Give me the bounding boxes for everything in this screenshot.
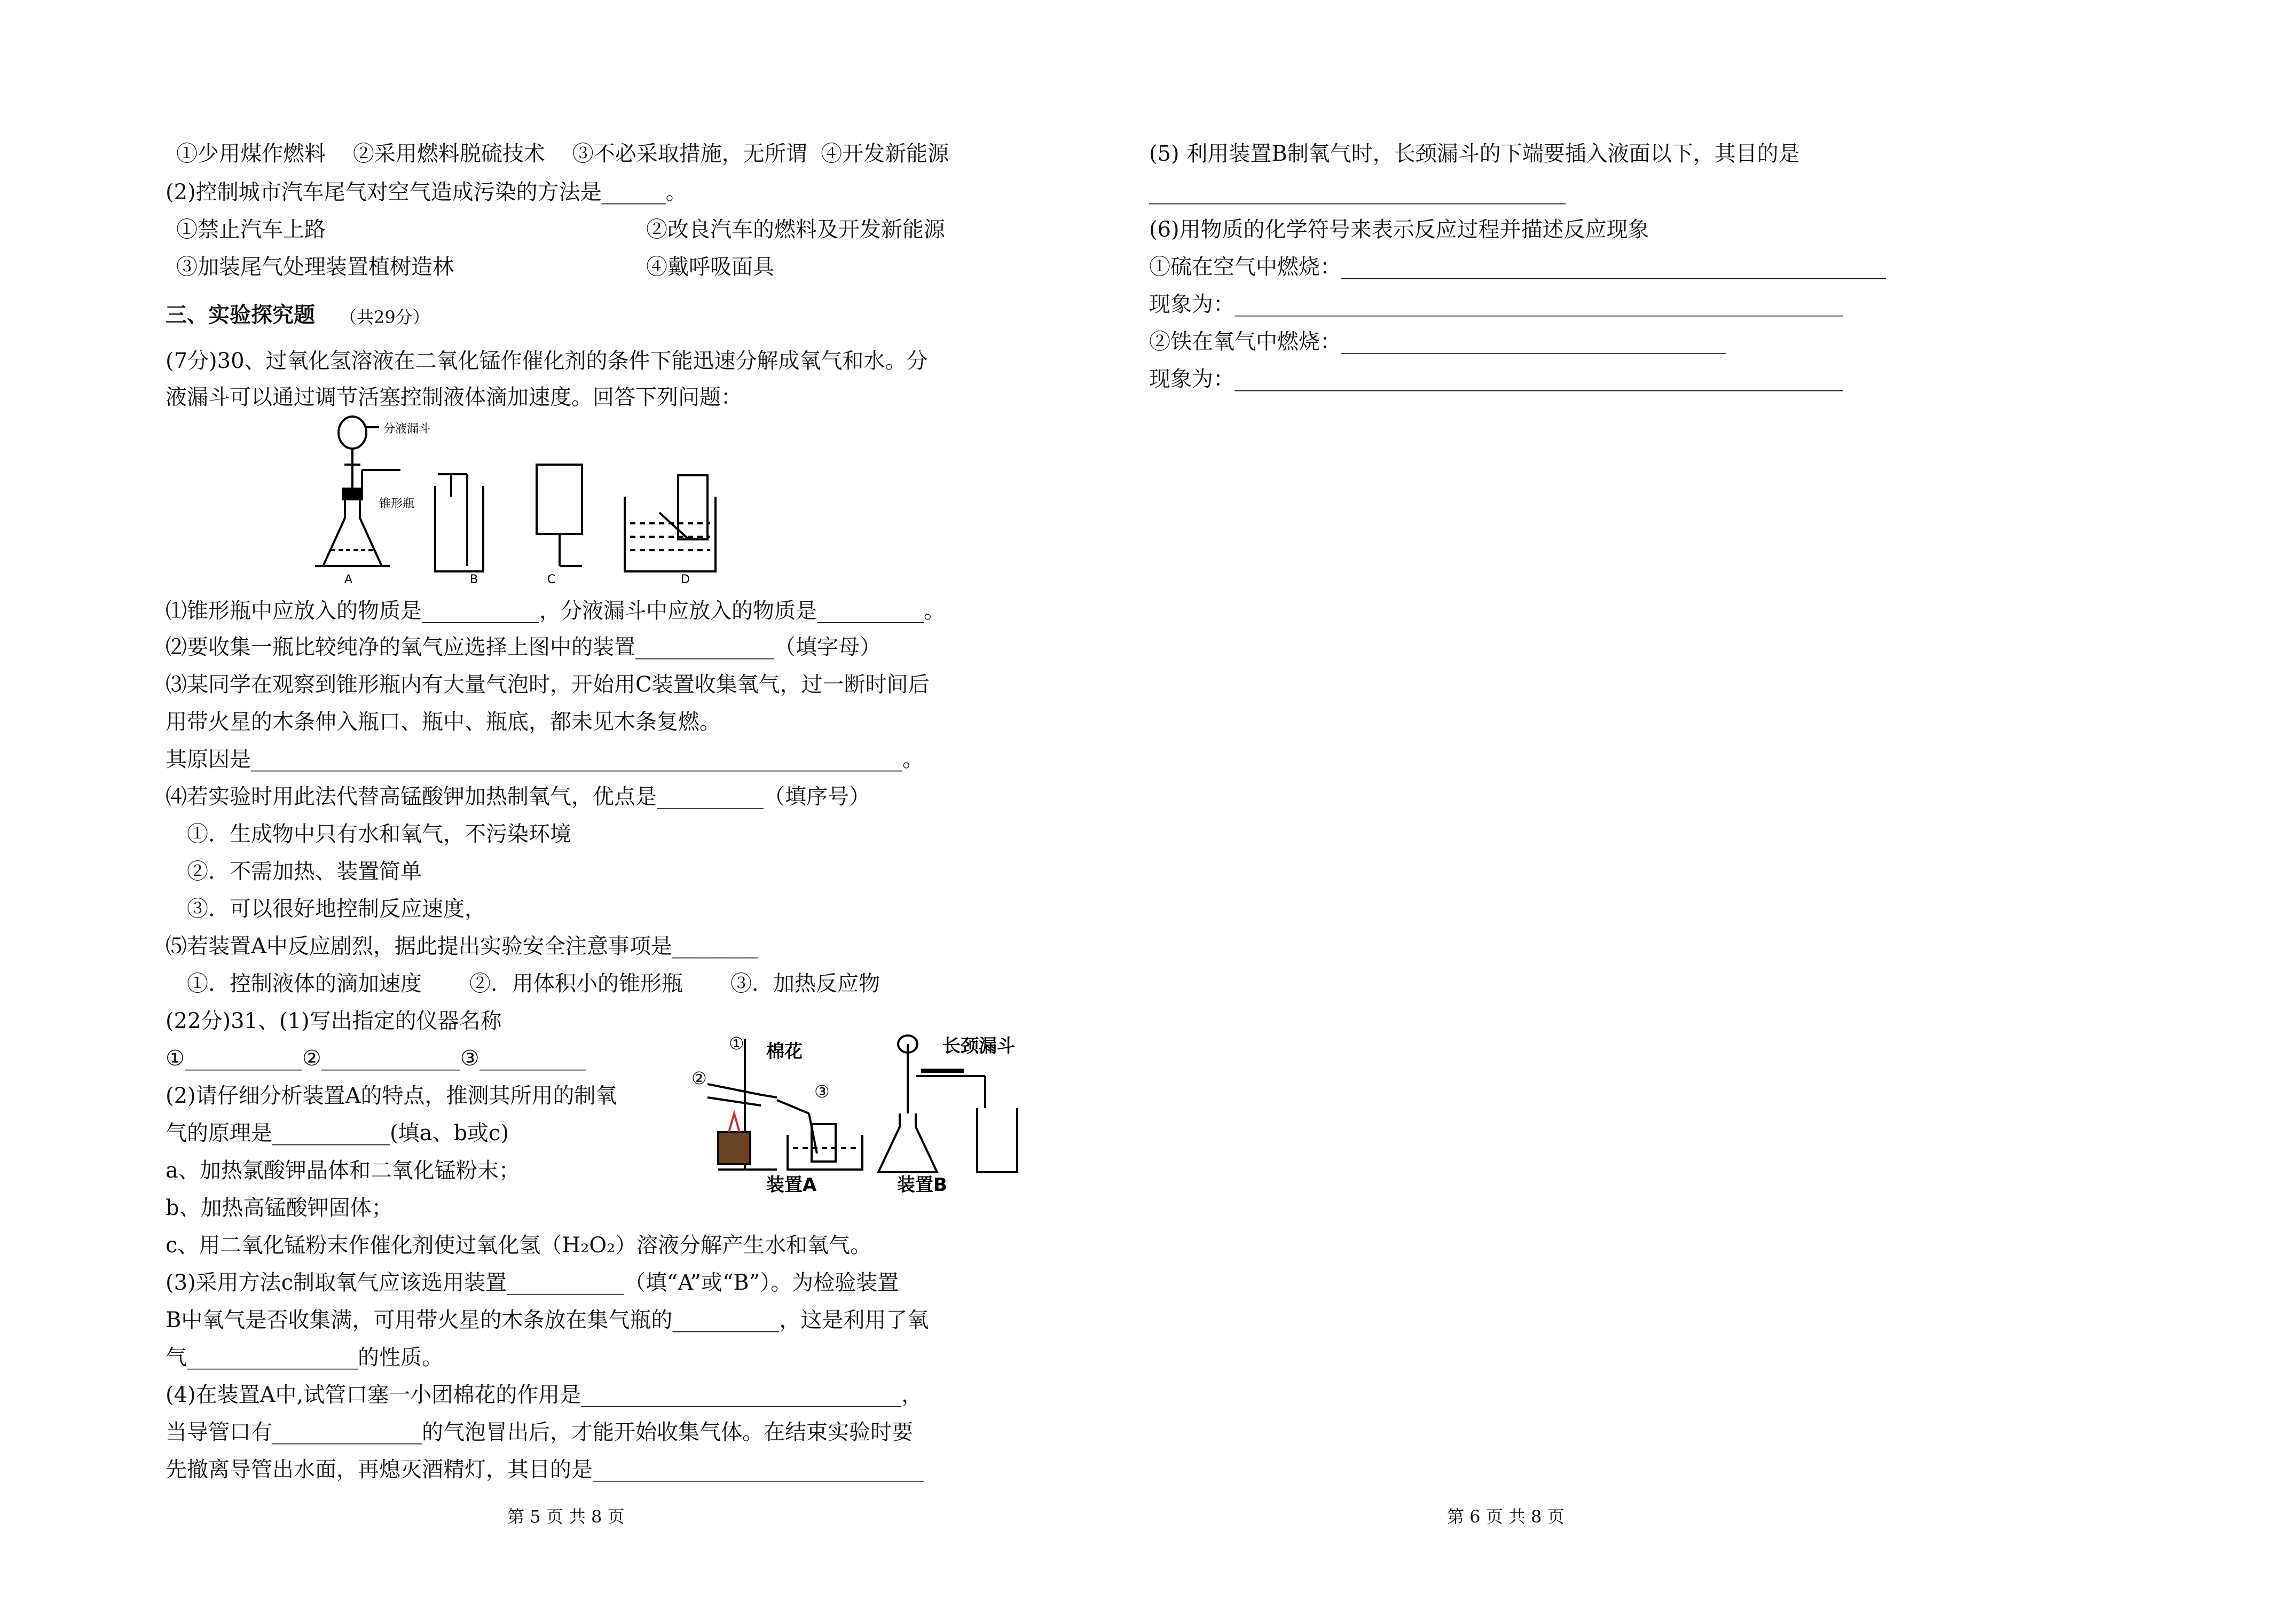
- section-heading: 三、实验探究题: [166, 303, 315, 327]
- device-b-label: 装置B: [897, 1174, 947, 1194]
- text-line: ⑶某同学在观察到锥形瓶内有大量气泡时，开始用C装置收集氧气，过一断时间后: [166, 672, 930, 697]
- text-line: (7分)30、过氧化氢溶液在二氧化锰作催化剂的条件下能迅速分解成氧气和水。分: [166, 349, 928, 373]
- long-funnel-label: 长颈漏斗: [942, 1035, 1015, 1057]
- text-line: ①禁止汽车上路: [176, 217, 326, 242]
- text-line: (5) 利用装置B制氧气时，长颈漏斗的下端要插入液面以下，其目的是: [1149, 142, 1800, 166]
- figure-label-d: D: [681, 573, 690, 586]
- circled-number-2: ②: [691, 1068, 707, 1088]
- page-footer: 第 5 页 共 8 页: [507, 1507, 625, 1527]
- text-line: ②铁在氧气中燃烧：____________________________________: [1149, 329, 1726, 354]
- device-a-label: 装置A: [766, 1174, 817, 1194]
- text-line: b、加热高锰酸钾固体；: [166, 1196, 393, 1220]
- figure-label-a: A: [344, 573, 353, 586]
- text-line: 用带火星的木条伸入瓶口、瓶中、瓶底，都未见木条复燃。: [166, 710, 721, 734]
- text-line: 先撤离导管出水面，再熄灭酒精灯，其目的是_______________________________: [166, 1457, 924, 1482]
- text-line: (2)控制城市汽车尾气对空气造成污染的方法是______。: [166, 180, 687, 205]
- text-line: a、加热氯酸钾晶体和二氧化锰粉末；: [166, 1158, 520, 1183]
- text-line: c、用二氧化锰粉末作催化剂使过氧化氢（H₂O₂）溶液分解产生水和氧气。: [166, 1233, 872, 1258]
- text-line: ⑸若装置A中反应剧烈，据此提出实验安全注意事项是________: [166, 934, 758, 959]
- text-line: ①．控制液体的滴加速度 ②．用体积小的锥形瓶 ③．加热反应物: [187, 971, 880, 996]
- text-line: ⑷若实验时用此法代替高锰酸钾加热制氧气，优点是__________（填序号）: [166, 784, 870, 809]
- section-points: （共29分）: [340, 307, 430, 327]
- text-line: B中氧气是否收集满，可用带火星的木条放在集气瓶的__________，这是利用了氧: [166, 1308, 929, 1332]
- text-line: _______________________________________: [1149, 180, 1566, 205]
- circled-number-3: ③: [814, 1081, 830, 1102]
- text-line: 其原因是_____________________________________________________________。: [166, 747, 924, 772]
- text-line: ①___________②_____________③__________: [166, 1046, 586, 1071]
- cotton-label: 棉花: [766, 1041, 803, 1062]
- text-line: 现象为：_________________________________________________________: [1149, 292, 1843, 317]
- page-footer: 第 6 页 共 8 页: [1447, 1507, 1564, 1527]
- text-line: ①少用煤作燃料 ②采用燃料脱硫技术 ③不必采取措施，无所谓 ④开发新能源: [176, 142, 949, 166]
- text-line: ⑵要收集一瓶比较纯净的氧气应选择上图中的装置_____________（填字母）: [166, 635, 881, 660]
- funnel-label: 分液漏斗: [383, 422, 431, 436]
- text-line: 当导管口有______________的气泡冒出后，才能开始收集气体。在结束实验时要: [166, 1420, 913, 1445]
- text-line: 气________________的性质。: [166, 1345, 443, 1370]
- text-line: ③加装尾气处理装置植树造林: [176, 255, 454, 279]
- text-line: 现象为：_________________________________________________________: [1149, 367, 1843, 391]
- text-line: ⑴锥形瓶中应放入的物质是___________，分液漏斗中应放入的物质是__________。: [166, 599, 945, 623]
- text-line: ④戴呼吸面具: [646, 255, 774, 279]
- text-line: ③．可以很好地控制反应速度，: [187, 897, 486, 921]
- text-line: (22分)31、(1)写出指定的仪器名称: [166, 1009, 502, 1033]
- figure-label-c: C: [547, 573, 556, 586]
- text-line: 液漏斗可以通过调节活塞控制液体滴加速度。回答下列问题：: [166, 385, 742, 410]
- circled-number-1: ①: [729, 1033, 744, 1054]
- text-line: (6)用物质的化学符号来表示反应过程并描述反应现象: [1149, 217, 1649, 242]
- text-line: ②改良汽车的燃料及开发新能源: [646, 217, 945, 242]
- text-line: ①硫在空气中燃烧：___________________________________________________: [1149, 255, 1886, 279]
- text-line: ①．生成物中只有水和氧气，不污染环境: [187, 822, 571, 846]
- apparatus-figure-abcd: [315, 411, 721, 587]
- flask-label: 锥形瓶: [379, 497, 415, 511]
- text-line: (2)请仔细分析装置A的特点，推测其所用的制氧: [166, 1084, 617, 1108]
- text-line: ②．不需加热、装置简单: [187, 859, 422, 884]
- figure-label-b: B: [470, 573, 478, 586]
- text-line: 气的原理是___________(填a、b或c): [166, 1121, 509, 1146]
- apparatus-figure-devices: [686, 1033, 1039, 1194]
- text-line: (3)采用方法c制取氧气应该选用装置___________（填“A”或“B”）。为检验装置: [166, 1270, 899, 1295]
- text-line: (4)在装置A中,试管口塞一小团棉花的作用是______________________________，: [166, 1383, 923, 1407]
